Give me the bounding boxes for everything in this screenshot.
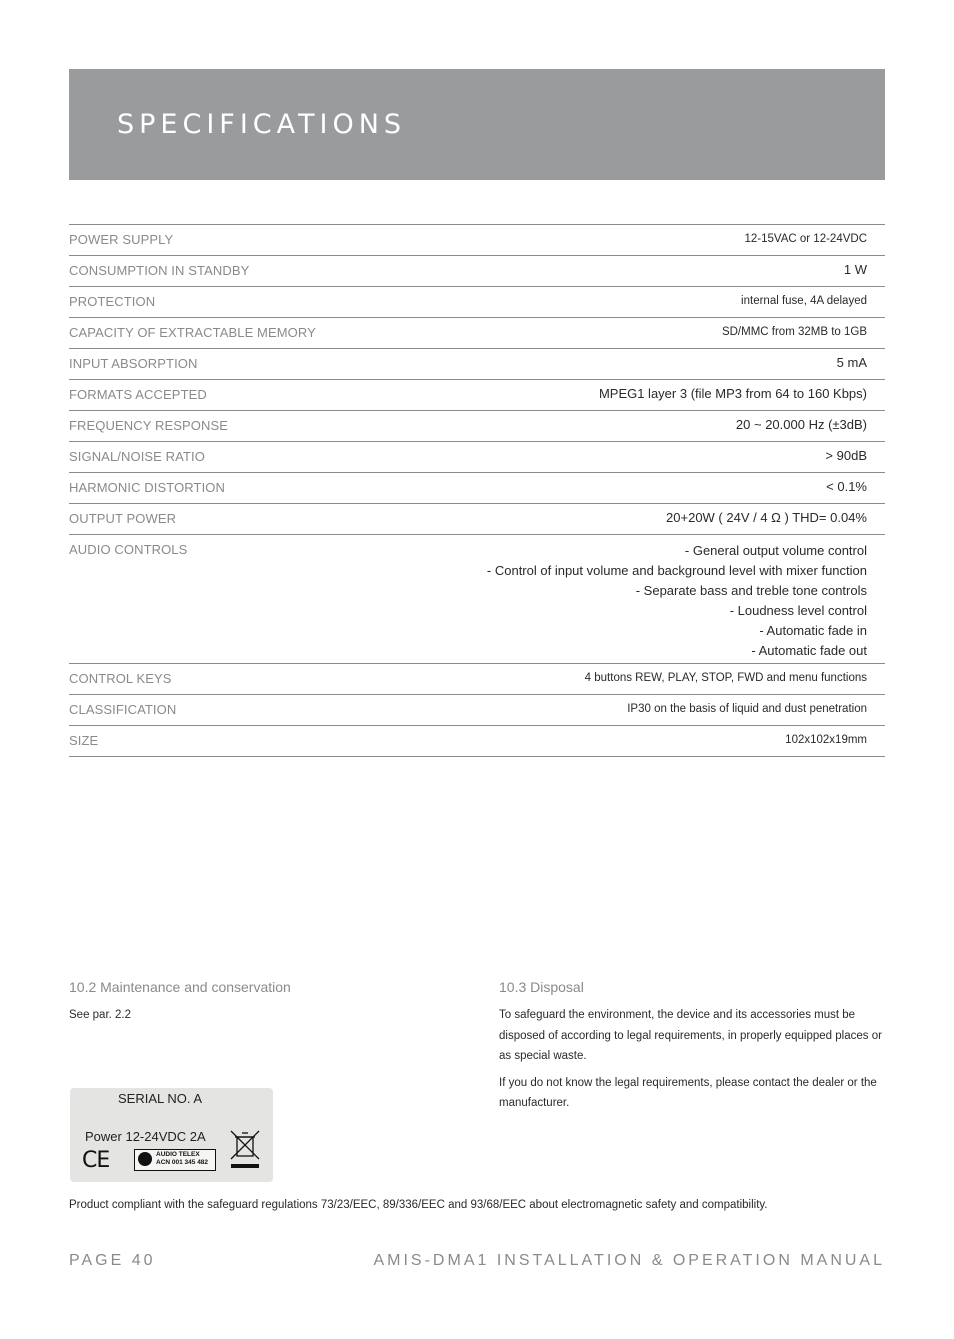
section-heading: 10.2 Maintenance and conservation (69, 979, 291, 995)
compliance-statement: Product compliant with the safeguard regulations 73/23/EEC, 89/336/EEC and 93/68/EEC about electromagnetic safety and compatibility. (69, 1199, 768, 1211)
spec-value-line: - General output volume control (684, 543, 867, 558)
spec-value: 5 mA (836, 355, 867, 370)
paragraph: To safeguard the environment, the device and its accessories must be disposed of according to legal requirements, in properly equipped places or as special waste. (499, 1009, 882, 1062)
spec-value: 12-15VAC or 12-24VDC (744, 233, 867, 245)
spec-row-power-supply (69, 225, 885, 256)
spec-label: CONSUMPTION IN STANDBY (69, 263, 250, 278)
spec-value-line: - Control of input volume and background level with mixer function (486, 563, 867, 578)
spec-row-audio-controls (69, 535, 885, 664)
spec-row-size (69, 726, 885, 757)
section-heading: 10.3 Disposal (499, 979, 584, 995)
page-number: PAGE 40 (69, 1252, 156, 1269)
spec-label: CONTROL KEYS (69, 671, 172, 686)
c-tick-icon (134, 1149, 216, 1171)
spec-value: IP30 on the basis of liquid and dust penetration (627, 703, 867, 715)
spec-label: HARMONIC DISTORTION (69, 480, 225, 495)
spec-value: 20+20W ( 24V / 4 Ω ) THD= 0.04% (666, 510, 867, 525)
spec-value: > 90dB (825, 448, 867, 463)
spec-row-output-power (69, 504, 885, 535)
spec-label: AUDIO CONTROLS (69, 542, 188, 557)
spec-value: internal fuse, 4A delayed (741, 295, 867, 307)
spec-label: SIZE (69, 733, 99, 748)
spec-row-protection (69, 287, 885, 318)
spec-label: OUTPUT POWER (69, 511, 177, 526)
disposal-section (499, 979, 885, 1114)
serial-number-text: SERIAL NO. A (118, 1091, 203, 1106)
spec-row-classification (69, 695, 885, 726)
spec-value-line: - Automatic fade out (751, 643, 867, 658)
spec-row-signal-noise (69, 442, 885, 473)
spec-row-frequency-response (69, 411, 885, 442)
paragraph: If you do not know the legal requirements, please contact the dealer or the manufacturer. (499, 1076, 877, 1109)
spec-label: FORMATS ACCEPTED (69, 387, 207, 402)
c-tick-text (156, 1151, 208, 1167)
power-rating-text: Power 12-24VDC 2A (85, 1129, 206, 1144)
spec-value: 1 W (843, 262, 867, 277)
spec-value: 20 ~ 20.000 Hz (±3dB) (735, 417, 867, 432)
spec-label: CAPACITY OF EXTRACTABLE MEMORY (69, 325, 316, 340)
manual-title: AMIS-DMA1 INSTALLATION & OPERATION MANUAL (373, 1252, 885, 1269)
maintenance-section (69, 979, 469, 1026)
spec-value-line: - Automatic fade in (759, 623, 867, 638)
spec-value-line: - Separate bass and treble tone controls (635, 583, 867, 598)
spec-value: SD/MMC from 32MB to 1GB (721, 326, 867, 338)
spec-row-memory-capacity (69, 318, 885, 349)
spec-label: PROTECTION (69, 294, 156, 309)
c-tick-circle (138, 1152, 152, 1166)
spec-value: 102x102x19mm (785, 734, 867, 746)
product-label-plate (70, 1088, 273, 1182)
paragraph: See par. 2.2 (69, 1009, 132, 1021)
c-tick-brand: AUDIO TELEX (156, 1151, 200, 1158)
spec-row-input-absorption (69, 349, 885, 380)
spec-label: INPUT ABSORPTION (69, 356, 198, 371)
spec-value: 4 buttons REW, PLAY, STOP, FWD and menu functions (584, 672, 867, 684)
spec-row-consumption-standby (69, 256, 885, 287)
spec-value-list (487, 541, 867, 661)
spec-value-line: - Loudness level control (729, 603, 867, 618)
crossed-bin-icon (228, 1128, 262, 1170)
ce-mark-icon: CE (82, 1148, 110, 1173)
spec-row-harmonic-distortion (69, 473, 885, 504)
specifications-table (69, 224, 885, 757)
spec-value: < 0.1% (826, 479, 867, 494)
c-tick-acn: ACN 001 345 482 (156, 1159, 209, 1166)
spec-label: SIGNAL/NOISE RATIO (69, 449, 205, 464)
spec-row-control-keys (69, 664, 885, 695)
header-band (69, 69, 885, 180)
spec-label: FREQUENCY RESPONSE (69, 418, 229, 433)
page-title: SPECIFICATIONS (117, 109, 407, 140)
spec-value: MPEG1 layer 3 (file MP3 from 64 to 160 Kbps) (598, 386, 867, 401)
spec-label: CLASSIFICATION (69, 702, 177, 717)
spec-label: POWER SUPPLY (69, 232, 174, 247)
spec-row-formats-accepted (69, 380, 885, 411)
